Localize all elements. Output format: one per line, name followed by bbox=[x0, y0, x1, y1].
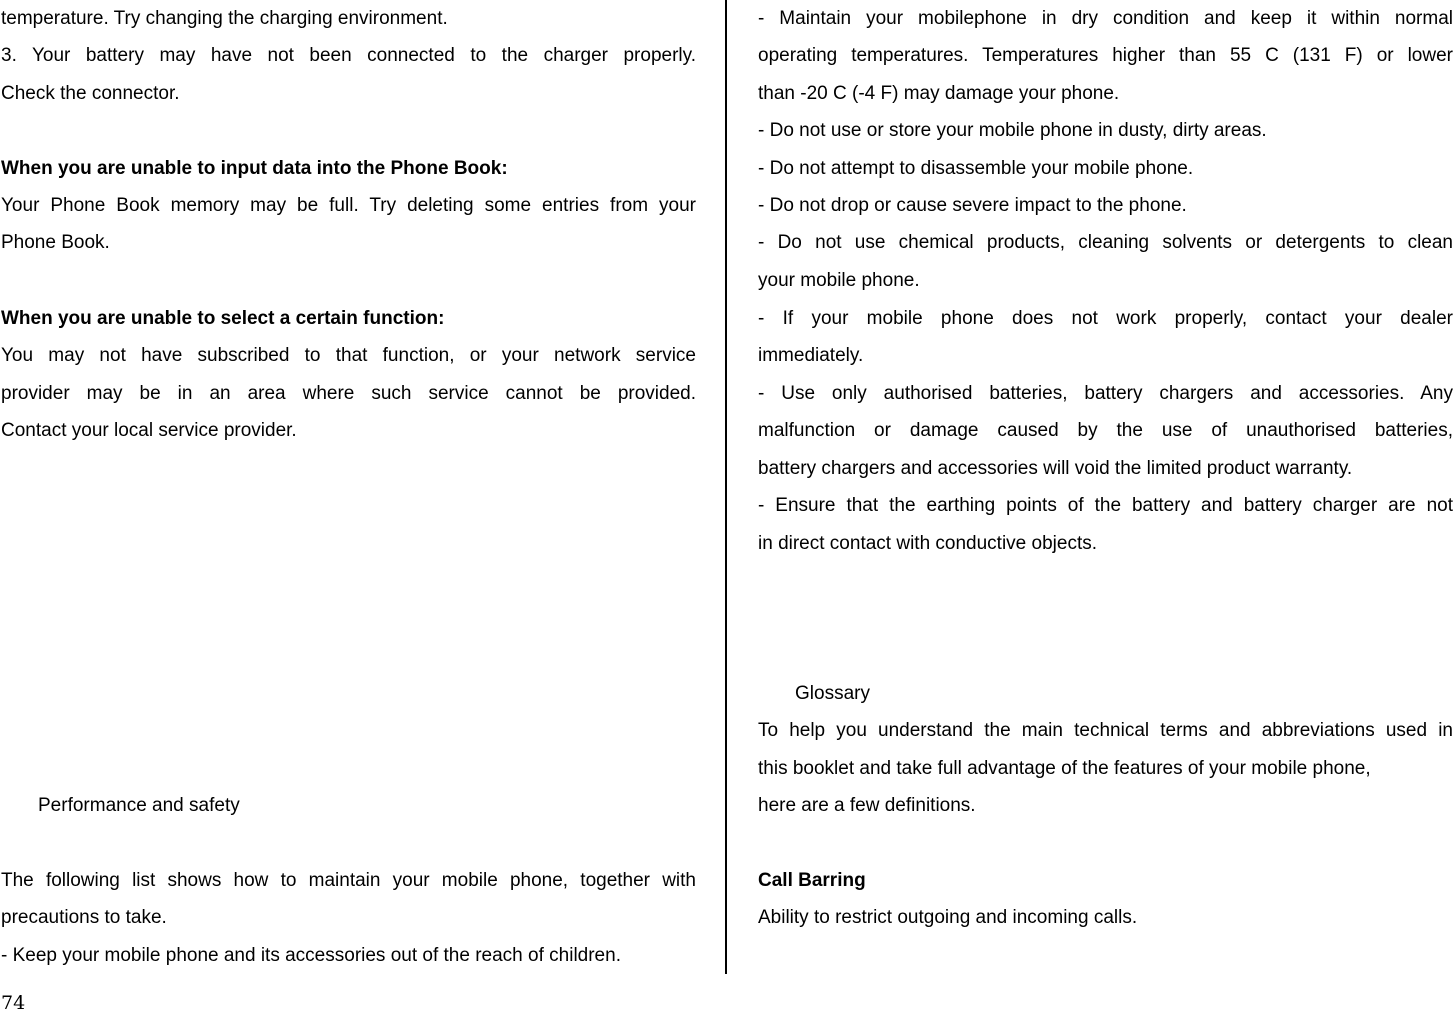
text-line: temperature. Try changing the charging environment. bbox=[1, 8, 448, 29]
text-line: The following list shows how to maintain your mobile phone, together with bbox=[1, 870, 696, 891]
text-line: than -20 C (-4 F) may damage your phone. bbox=[758, 83, 1120, 104]
text-line: - Do not use or store your mobile phone in dusty, dirty areas. bbox=[758, 120, 1267, 141]
text-line: operating temperatures. Temperatures higher than 55 C (131 F) or lower bbox=[758, 45, 1453, 66]
text-line: - Do not drop or cause severe impact to the phone. bbox=[758, 195, 1187, 216]
text-line: Your Phone Book memory may be full. Try deleting some entries from your bbox=[1, 195, 696, 216]
text-line: immediately. bbox=[758, 345, 864, 366]
column-divider bbox=[725, 0, 727, 974]
text-line: provider may be in an area where such service cannot be provided. bbox=[1, 383, 696, 404]
section-heading: When you are unable to select a certain function: bbox=[1, 308, 445, 329]
section-title-glossary: Glossary bbox=[795, 683, 870, 704]
text-line: - Do not use chemical products, cleaning solvents or detergents to clean bbox=[758, 232, 1453, 253]
text-line: battery chargers and accessories will void the limited product warranty. bbox=[758, 458, 1353, 479]
glossary-term: Call Barring bbox=[758, 870, 866, 891]
text-line: - Ensure that the earthing points of the battery and battery charger are not bbox=[758, 495, 1453, 516]
text-line: - Use only authorised batteries, battery chargers and accessories. Any bbox=[758, 383, 1453, 404]
text-line: Phone Book. bbox=[1, 232, 110, 253]
text-line: - Do not attempt to disassemble your mobile phone. bbox=[758, 158, 1194, 179]
text-line: To help you understand the main technical terms and abbreviations used in bbox=[758, 720, 1453, 741]
text-line: this booklet and take full advantage of the features of your mobile phone, bbox=[758, 758, 1371, 779]
text-line: - Keep your mobile phone and its accessories out of the reach of children. bbox=[1, 945, 621, 966]
text-line: Contact your local service provider. bbox=[1, 420, 297, 441]
text-line: your mobile phone. bbox=[758, 270, 920, 291]
text-line: - Maintain your mobilephone in dry condition and keep it within normal bbox=[758, 8, 1453, 29]
text-line: here are a few definitions. bbox=[758, 795, 976, 816]
section-heading: When you are unable to input data into the Phone Book: bbox=[1, 158, 508, 179]
text-line: malfunction or damage caused by the use of unauthorised batteries, bbox=[758, 420, 1453, 441]
text-line: Check the connector. bbox=[1, 83, 180, 104]
page-number: 74 bbox=[1, 992, 26, 1014]
text-line: Ability to restrict outgoing and incoming calls. bbox=[758, 907, 1138, 928]
section-title-performance: Performance and safety bbox=[38, 795, 240, 816]
text-line: You may not have subscribed to that function, or your network service bbox=[1, 345, 696, 366]
text-line: in direct contact with conductive objects. bbox=[758, 533, 1098, 554]
text-line: precautions to take. bbox=[1, 907, 167, 928]
text-line: - If your mobile phone does not work properly, contact your dealer bbox=[758, 308, 1453, 329]
text-line: 3. Your battery may have not been connected to the charger properly. bbox=[1, 45, 696, 66]
